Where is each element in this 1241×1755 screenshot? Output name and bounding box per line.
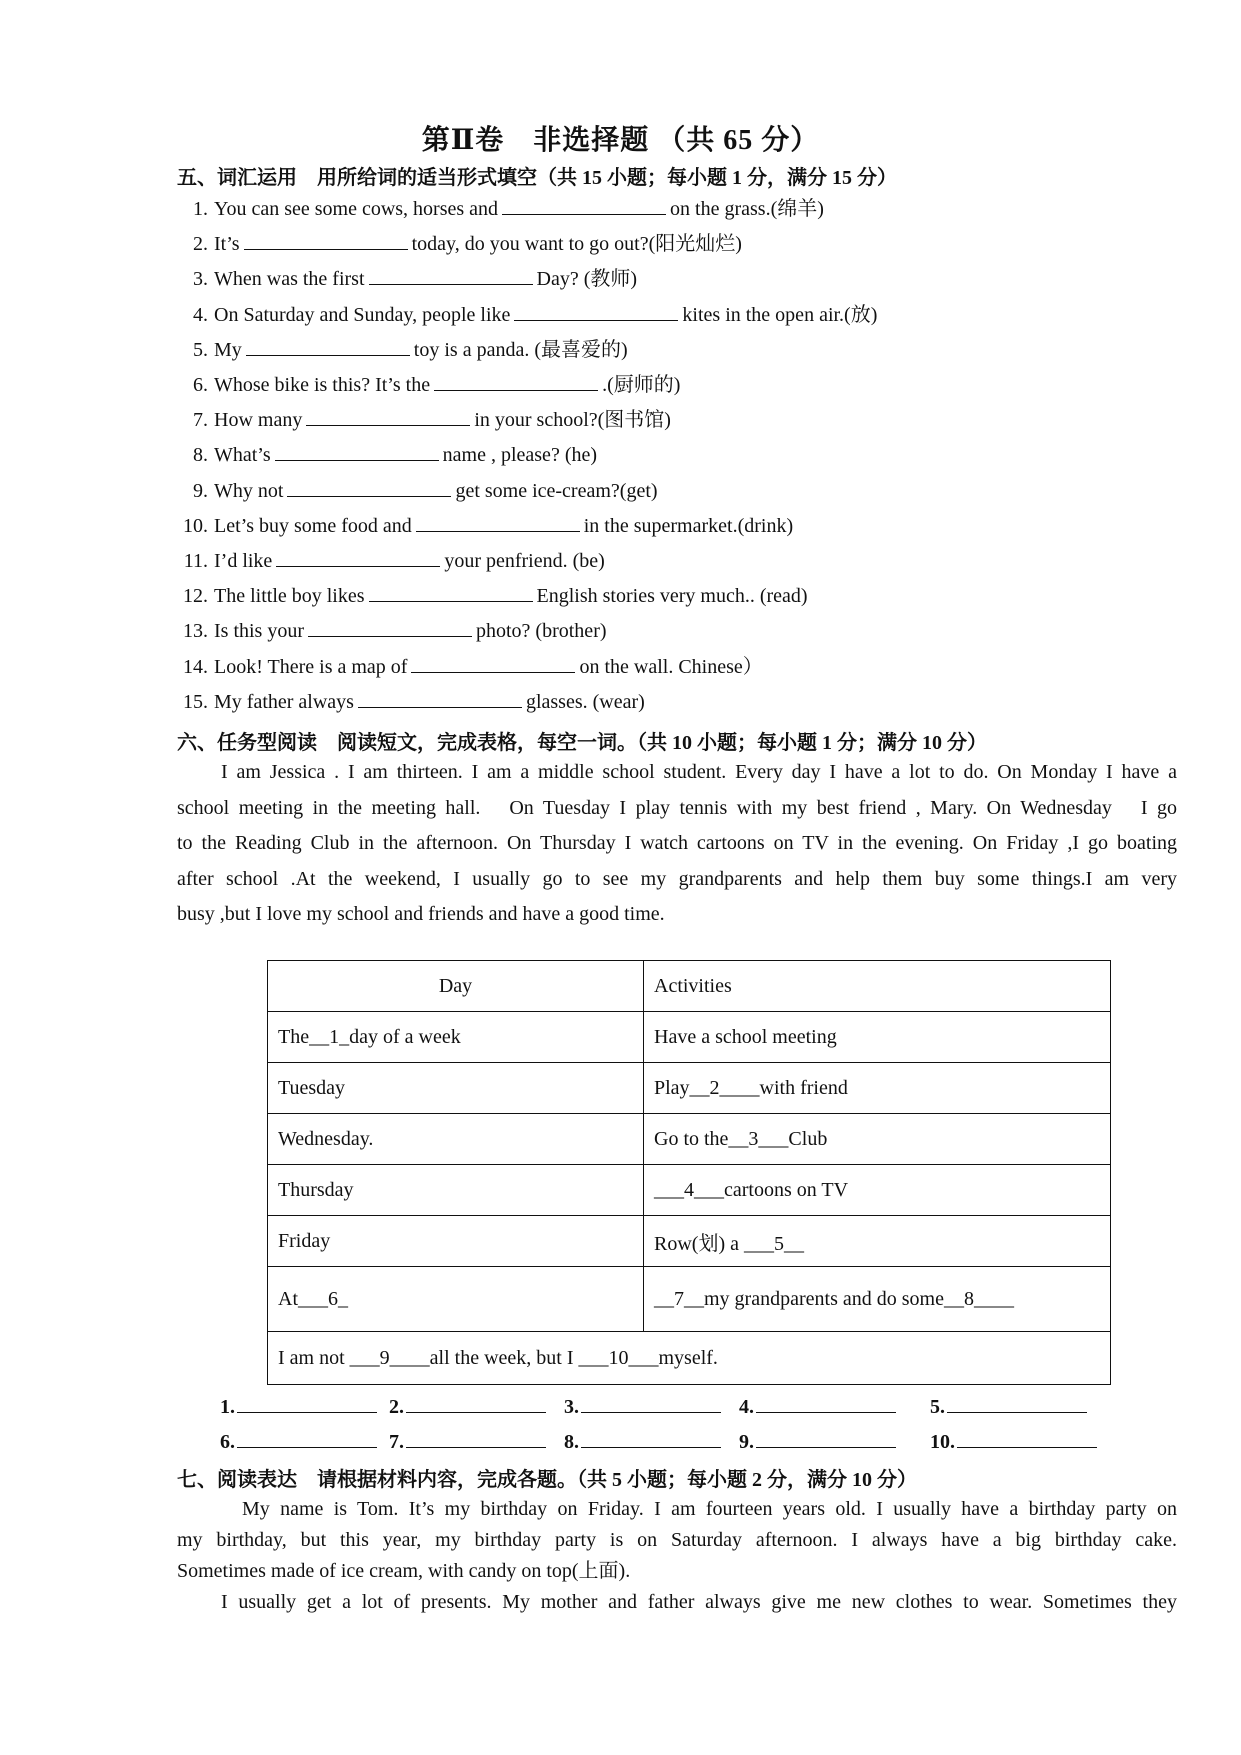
section-6-heading: 六、任务型阅读 阅读短文，完成表格，每空一词。（共 10 小题；每小题 1 分；满分 10 分）: [177, 732, 987, 754]
table-cell: Play__2____with friend: [644, 1063, 1111, 1114]
question-item: [170, 407, 671, 432]
table-row: [268, 1114, 1111, 1165]
passage-line: busy ,but I love my school and friends and have a good time.: [177, 903, 665, 925]
table-cell: ___4___cartoons on TV: [644, 1165, 1111, 1216]
section-7-passage-1: [177, 1494, 1177, 1587]
question-text-before: Let’s buy some food and: [214, 514, 412, 537]
question-text-before: How many: [214, 409, 303, 432]
answer-label: 10.: [930, 1431, 955, 1453]
answer-blank[interactable]: [244, 231, 408, 250]
question-text-after: on the wall. Chinese）: [579, 655, 763, 678]
question-text-before: What’s: [214, 444, 271, 467]
answer-label: 7.: [389, 1431, 404, 1453]
question-item: [170, 266, 637, 291]
question-text-after: in the supermarket.(drink): [583, 514, 794, 537]
question-text-before: My father always: [214, 690, 354, 713]
question-item: [170, 513, 793, 538]
answer-blank[interactable]: [411, 654, 575, 673]
question-text-after: in your school?(图书馆): [474, 409, 671, 432]
question-text-after: your penfriend. (be): [444, 550, 605, 572]
passage-line: after school .At the weekend, I usually go to see my grandparents and help them buy some things.I am very: [177, 867, 1177, 890]
answer-blank[interactable]: [276, 548, 440, 567]
answer-blank[interactable]: [581, 1429, 721, 1448]
question-number: 10.: [183, 514, 208, 537]
table-row: [268, 1063, 1111, 1114]
table-cell: At___6_: [268, 1267, 644, 1332]
table-cell: Tuesday: [268, 1063, 644, 1114]
table-cell: Wednesday.: [268, 1114, 644, 1165]
answer-blank[interactable]: [756, 1429, 896, 1448]
question-text-before: Look! There is a map of: [214, 655, 408, 678]
question-item: [170, 302, 877, 327]
answer-label: 6.: [220, 1431, 235, 1453]
question-number: 11.: [183, 550, 208, 572]
answer-blank[interactable]: [369, 266, 533, 285]
table-header-activities: Activities: [644, 961, 1111, 1012]
question-text-after: toy is a panda. (最喜爱的): [413, 338, 628, 361]
answer-blank[interactable]: [246, 337, 410, 356]
answer-blank[interactable]: [947, 1394, 1087, 1413]
question-item: [170, 654, 763, 679]
answer-blank[interactable]: [957, 1429, 1097, 1448]
question-number: 3.: [193, 268, 208, 291]
table-footer-row: [268, 1332, 1111, 1385]
answer-label: 4.: [739, 1396, 754, 1418]
section-5-heading: 五、词汇运用 用所给词的适当形式填空（共 15 小题；每小题 1 分，满分 15 分）: [177, 167, 897, 189]
page-title: 第Ⅱ卷 非选择题 （共 65 分）: [421, 125, 820, 156]
passage-line: I am Jessica . I am thirteen. I am a middle school student. Every day I have a lot to do. On Monday I have a: [221, 761, 1177, 783]
question-text-before: It’s: [214, 233, 240, 256]
table-cell: Thursday: [268, 1165, 644, 1216]
question-text-before: Is this your: [214, 620, 304, 643]
question-item: [170, 337, 628, 362]
table-row: [268, 1216, 1111, 1267]
answer-label: 8.: [564, 1431, 579, 1453]
question-item: [170, 196, 824, 221]
question-number: 12.: [183, 585, 208, 608]
question-item: [170, 689, 645, 714]
question-text-before: When was the first: [214, 268, 365, 291]
answer-blank[interactable]: [237, 1429, 377, 1448]
answer-label: 9.: [739, 1431, 754, 1453]
passage-line: to the Reading Club in the afternoon. On Thursday I watch cartoons on TV in the evening. On Friday ,I go boating: [177, 832, 1177, 854]
passage-line: school meeting in the meeting hall. On Tuesday I play tennis with my best friend , Mary. On Wednesday I go: [177, 796, 1177, 819]
question-text-after: name , please? (he): [442, 444, 598, 467]
question-text-after: on the grass.(绵羊): [670, 198, 824, 220]
question-number: 8.: [193, 444, 208, 467]
section-7-passage-2: [177, 1587, 1177, 1618]
question-text-after: kites in the open air.(放): [682, 303, 878, 326]
answer-blank[interactable]: [308, 618, 472, 637]
answer-blank[interactable]: [416, 513, 580, 532]
answer-label: 1.: [220, 1396, 235, 1418]
answer-blank[interactable]: [434, 372, 598, 391]
answer-blank[interactable]: [306, 407, 470, 426]
question-number: 14.: [183, 655, 208, 678]
question-number: 7.: [193, 409, 208, 432]
question-text-after: .(厨师的): [602, 374, 681, 396]
question-text-before: The little boy likes: [214, 585, 365, 608]
table-row: [268, 1267, 1111, 1332]
table-header-day: Day: [268, 961, 644, 1012]
question-item: [170, 583, 808, 608]
answer-label: 5.: [930, 1396, 945, 1418]
question-text-before: Whose bike is this? It’s the: [214, 374, 431, 396]
question-text-before: You can see some cows, horses and: [214, 198, 499, 220]
answer-blank[interactable]: [581, 1394, 721, 1413]
question-item: [170, 618, 607, 643]
question-number: 1.: [193, 198, 208, 220]
question-item: [170, 548, 605, 573]
passage-line: Sometimes made of ice cream, with candy on top(上面).: [177, 1560, 631, 1582]
question-text-after: English stories very much.. (read): [536, 585, 808, 608]
answer-label: 2.: [389, 1396, 404, 1418]
question-number: 2.: [193, 233, 208, 256]
table-header-row: [268, 961, 1111, 1012]
table-cell: The__1_day of a week: [268, 1012, 644, 1063]
question-text-after: glasses. (wear): [525, 690, 645, 713]
question-item: [170, 442, 597, 467]
answer-blank[interactable]: [275, 442, 439, 461]
question-text-before: I’d like: [214, 550, 273, 572]
table-row: [268, 1165, 1111, 1216]
answer-label: 3.: [564, 1396, 579, 1418]
answer-row-2: [220, 1429, 1097, 1454]
question-number: 4.: [193, 303, 208, 326]
answer-blank[interactable]: [406, 1394, 546, 1413]
question-number: 15.: [183, 690, 208, 713]
question-text-before: My: [214, 338, 242, 361]
question-number: 6.: [193, 374, 208, 396]
table-cell: Go to the__3___Club: [644, 1114, 1111, 1165]
question-number: 9.: [193, 479, 208, 502]
answer-row-1: [220, 1394, 1087, 1419]
question-item: [170, 478, 658, 503]
question-item: [170, 231, 742, 256]
section-6-passage: [177, 755, 1177, 933]
question-text-after: Day? (教师): [536, 268, 638, 291]
question-number: 5.: [193, 338, 208, 361]
passage-line: I usually get a lot of presents. My mother and father always give me new clothes to wear. Sometimes they: [221, 1591, 1177, 1613]
table-footer: I am not ___9____all the week, but I ___10___myself.: [268, 1332, 1111, 1385]
answer-blank[interactable]: [369, 583, 533, 602]
question-text-before: Why not: [214, 479, 284, 502]
answer-blank[interactable]: [514, 302, 678, 321]
question-text-before: On Saturday and Sunday, people like: [214, 303, 511, 326]
section-7-heading: 七、阅读表达 请根据材料内容，完成各题。（共 5 小题；每小题 2 分，满分 10 分）: [177, 1469, 917, 1491]
answer-blank[interactable]: [358, 689, 522, 708]
question-text-after: get some ice-cream?(get): [455, 479, 658, 502]
question-number: 13.: [183, 620, 208, 643]
answer-blank[interactable]: [287, 478, 451, 497]
table-cell: Row(划) a ___5__: [644, 1216, 1111, 1267]
table-row: [268, 1012, 1111, 1063]
question-item: [170, 372, 680, 397]
passage-line: My name is Tom. It’s my birthday on Friday. I am fourteen years old. I usually have a birthday party on: [242, 1498, 1177, 1520]
question-text-after: photo? (brother): [476, 620, 607, 643]
answer-blank[interactable]: [406, 1429, 546, 1448]
question-text-after: today, do you want to go out?(阳光灿烂): [411, 233, 742, 256]
table-cell: __7__my grandparents and do some__8____: [644, 1267, 1111, 1332]
answer-blank[interactable]: [237, 1394, 377, 1413]
activities-table: [267, 960, 1111, 1385]
answer-blank[interactable]: [756, 1394, 896, 1413]
table-cell: Friday: [268, 1216, 644, 1267]
table-cell: Have a school meeting: [644, 1012, 1111, 1063]
passage-line: my birthday, but this year, my birthday party is on Saturday afternoon. I always have a big birthday cake.: [177, 1529, 1177, 1551]
answer-blank[interactable]: [502, 196, 666, 215]
